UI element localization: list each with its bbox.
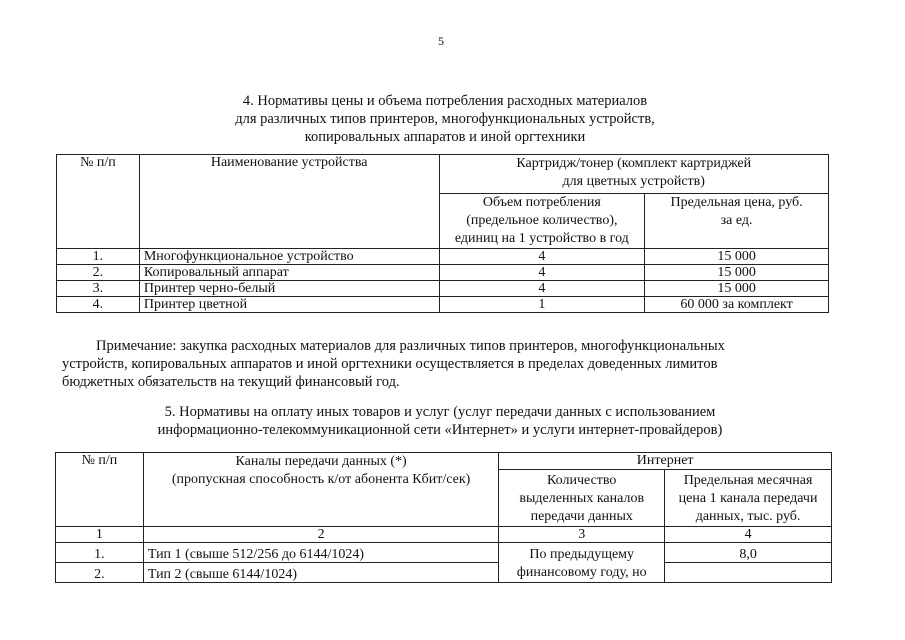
consumables-table: [56, 154, 829, 313]
header-channels: Каналы передачи данных (*) (пропускная способность к/от абонента Кбит/сек): [143, 453, 498, 527]
header-internet: Интернет: [499, 453, 832, 470]
row-num: 3.: [57, 281, 140, 297]
row-volume: 4: [439, 281, 645, 297]
table-row: [56, 543, 832, 563]
header-qty: Количество выделенных каналов передачи данных: [499, 470, 665, 527]
table-row: [57, 265, 829, 281]
heading-line: копировальных аппаратов и иной оргтехники: [304, 129, 586, 145]
row-price: 15 000: [645, 249, 829, 265]
row-num: 4.: [57, 297, 140, 313]
row-num: 2.: [57, 265, 140, 281]
row-channel-type: Тип 2 (свыше 6144/1024): [143, 563, 498, 583]
row-device: Копировальный аппарат: [139, 265, 439, 281]
header-cartridge-group: Картридж/тонер (комплект картриджей для цветных устройств): [439, 155, 829, 194]
index-row: [56, 527, 832, 543]
row-price: 8,0: [665, 543, 832, 563]
table-row: [57, 297, 829, 313]
row-num: 2.: [56, 563, 144, 583]
table-row: [56, 563, 832, 583]
section-4-heading: [150, 92, 740, 146]
row-device: Многофункциональное устройство: [139, 249, 439, 265]
note-line: устройств, копировальных аппаратов и иной оргтехники осуществляется в пределах доведенных лимитов: [62, 356, 718, 372]
row-volume: 4: [439, 249, 645, 265]
header-num: № п/п: [57, 155, 140, 249]
row-price: 60 000 за комплект: [645, 297, 829, 313]
index-cell: 2: [143, 527, 498, 543]
header-num: № п/п: [56, 453, 144, 527]
table-row: [57, 249, 829, 265]
note-line: Примечание: закупка расходных материалов для различных типов принтеров, многофункциональных: [96, 338, 725, 354]
row-num: 1.: [57, 249, 140, 265]
row-price: 15 000: [645, 265, 829, 281]
row-price: 15 000: [645, 281, 829, 297]
row-channel-type: Тип 1 (свыше 512/256 до 6144/1024): [143, 543, 498, 563]
heading-line: для различных типов принтеров, многофункциональных устройств,: [235, 111, 655, 127]
merged-qty-cell: По предыдущему финансовому году, но: [499, 543, 665, 583]
row-device: Принтер черно-белый: [139, 281, 439, 297]
header-price: Предельная цена, руб. за ед.: [645, 194, 829, 249]
row-num: 1.: [56, 543, 144, 563]
note-paragraph: [62, 337, 804, 391]
row-volume: 1: [439, 297, 645, 313]
index-cell: 4: [665, 527, 832, 543]
header-device-name: Наименование устройства: [139, 155, 439, 249]
table-row: [57, 281, 829, 297]
header-volume: Объем потребления (предельное количество), единиц на 1 устройство в год: [439, 194, 645, 249]
section-5-heading: [130, 403, 750, 439]
row-price: [665, 563, 832, 583]
index-cell: 1: [56, 527, 144, 543]
heading-line: 4. Нормативы цены и объема потребления расходных материалов: [242, 93, 648, 109]
row-device: Принтер цветной: [139, 297, 439, 313]
page-number: 5: [438, 34, 444, 48]
row-volume: 4: [439, 265, 645, 281]
header-monthly-price: Предельная месячная цена 1 канала передачи данных, тыс. руб.: [665, 470, 832, 527]
note-line: бюджетных обязательств на текущий финансовый год.: [62, 374, 400, 390]
data-channels-table: [55, 452, 832, 583]
heading-line: информационно-телекоммуникационной сети «Интернет» и услуги интернет-провайдеров): [157, 422, 723, 438]
heading-line: 5. Нормативы на оплату иных товаров и услуг (услуг передачи данных с использованием: [164, 404, 716, 420]
index-cell: 3: [499, 527, 665, 543]
